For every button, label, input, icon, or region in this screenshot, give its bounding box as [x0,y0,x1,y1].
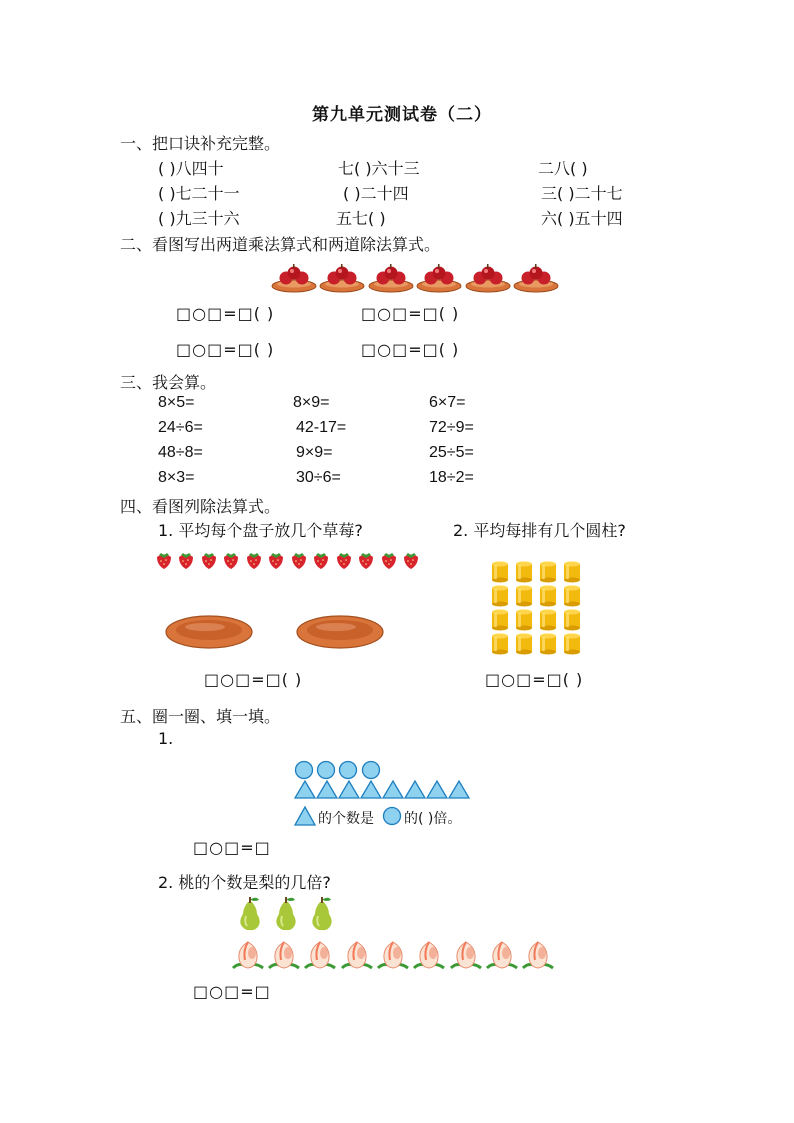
cylinder-icon [540,610,556,631]
circle-icon [296,762,313,779]
apple-icon [466,264,510,292]
strawberry-icon [359,553,373,569]
fill-blank: ( )八四十 [158,159,224,178]
strawberry-icon [292,553,306,569]
peaches-figure [233,938,563,974]
question-2: 2. 平均每排有几个圆柱? [453,521,626,540]
cylinders-figure [492,561,582,657]
cylinder-icon [516,586,532,607]
answer-blank: □○□=□( ) [361,304,460,323]
apple-icon [417,264,461,292]
sentence-part-b: 的( )倍。 [404,811,462,827]
cylinder-icon [492,634,508,655]
fill-blank: ( )二十四 [343,184,409,203]
strawberry-icon [247,553,261,569]
peach-icon [269,942,299,968]
circles-triangles-figure [294,760,474,800]
pear-icon [276,897,295,930]
section-3-heading: 三、我会算。 [120,373,217,392]
circle-icon [363,762,380,779]
peach-icon [342,942,372,968]
circle-icon [340,762,357,779]
cylinder-icon [564,634,580,655]
peach-icon [378,942,408,968]
answer-blank: □○□=□( ) [176,340,275,359]
answer-blank: □○□=□( ) [485,670,584,689]
answer-blank: □○□=□( ) [361,340,460,359]
cylinder-icon [540,586,556,607]
circle-icon [382,806,402,826]
fill-blank: 六( )五十四 [541,209,623,228]
apple-icon [272,264,316,292]
peach-icon [305,942,335,968]
strawberry-icon [157,553,171,569]
circle-icon [318,762,335,779]
cylinder-icon [540,634,556,655]
section-2-heading: 二、看图写出两道乘法算式和两道除法算式。 [120,235,441,254]
calc-item: 48÷8= [158,444,203,461]
strawberry-icon [382,553,396,569]
cylinder-icon [564,610,580,631]
pear-icon [312,897,331,930]
question-1: 1. 平均每个盘子放几个草莓? [158,521,363,540]
strawberry-icon [224,553,238,569]
strawberry-icon [269,553,283,569]
cylinder-icon [492,610,508,631]
triangle-icon [405,781,425,798]
triangle-icon [294,806,316,826]
page-title: 第九单元测试卷（二） [312,105,492,125]
fill-blank: 二八( ) [538,159,588,178]
calc-item: 42-17= [296,419,347,436]
calc-item: 72÷9= [429,419,474,436]
calc-item: 6×7= [429,394,466,411]
peach-icon [451,942,481,968]
cylinder-icon [540,562,556,583]
section-1-heading: 一、把口诀补充完整。 [120,134,281,153]
strawberry-icon [314,553,328,569]
section-4-heading: 四、看图列除法算式。 [120,497,281,516]
cylinder-icon [492,586,508,607]
answer-blank: □○□=□ [193,838,271,857]
sentence-part-a: 的个数是 [318,811,374,827]
triangle-icon [383,781,403,798]
calc-item: 9×9= [296,444,333,461]
plate-icon [296,612,386,652]
fill-blank: ( )九三十六 [158,209,240,228]
triangle-icon [339,781,359,798]
strawberry-icon [202,553,216,569]
fill-blank: 五七( ) [336,209,386,228]
calc-item: 18÷2= [429,469,474,486]
strawberries-figure [155,551,417,571]
fill-blank: ( )七二十一 [158,184,240,203]
section-5-heading: 五、圈一圈、填一填。 [120,707,281,726]
calc-item: 25÷5= [429,444,474,461]
question-1-number: 1. [158,729,174,748]
cylinder-icon [564,586,580,607]
cylinder-icon [516,610,532,631]
triangle-icon [361,781,381,798]
peach-icon [487,942,517,968]
calc-item: 8×3= [158,469,195,486]
apple-icon [369,264,413,292]
triangle-icon [317,781,337,798]
peach-icon [523,942,553,968]
strawberry-icon [179,553,193,569]
peach-icon [233,942,263,968]
cylinder-icon [492,562,508,583]
triangle-icon [295,781,315,798]
triangle-icon [449,781,469,798]
cylinder-icon [564,562,580,583]
fill-blank: 三( )二十七 [541,184,623,203]
strawberry-icon [337,553,351,569]
apple-icon [320,264,364,292]
apple-icon [514,264,558,292]
calc-item: 30÷6= [296,469,341,486]
pear-icon [240,897,259,930]
cylinder-icon [516,562,532,583]
answer-blank: □○□=□ [193,982,271,1001]
apple-plates-figure [272,262,562,296]
cylinder-icon [516,634,532,655]
calc-item: 8×5= [158,394,195,411]
plate-icon [165,612,255,652]
fill-blank: 七( )六十三 [338,159,420,178]
answer-blank: □○□=□( ) [176,304,275,323]
answer-blank: □○□=□( ) [204,670,303,689]
peach-icon [414,942,444,968]
calc-item: 24÷6= [158,419,203,436]
calc-item: 8×9= [293,394,330,411]
pears-figure [236,896,336,932]
question-2: 2. 桃的个数是梨的几倍? [158,873,331,892]
triangle-icon [427,781,447,798]
strawberry-icon [404,553,418,569]
